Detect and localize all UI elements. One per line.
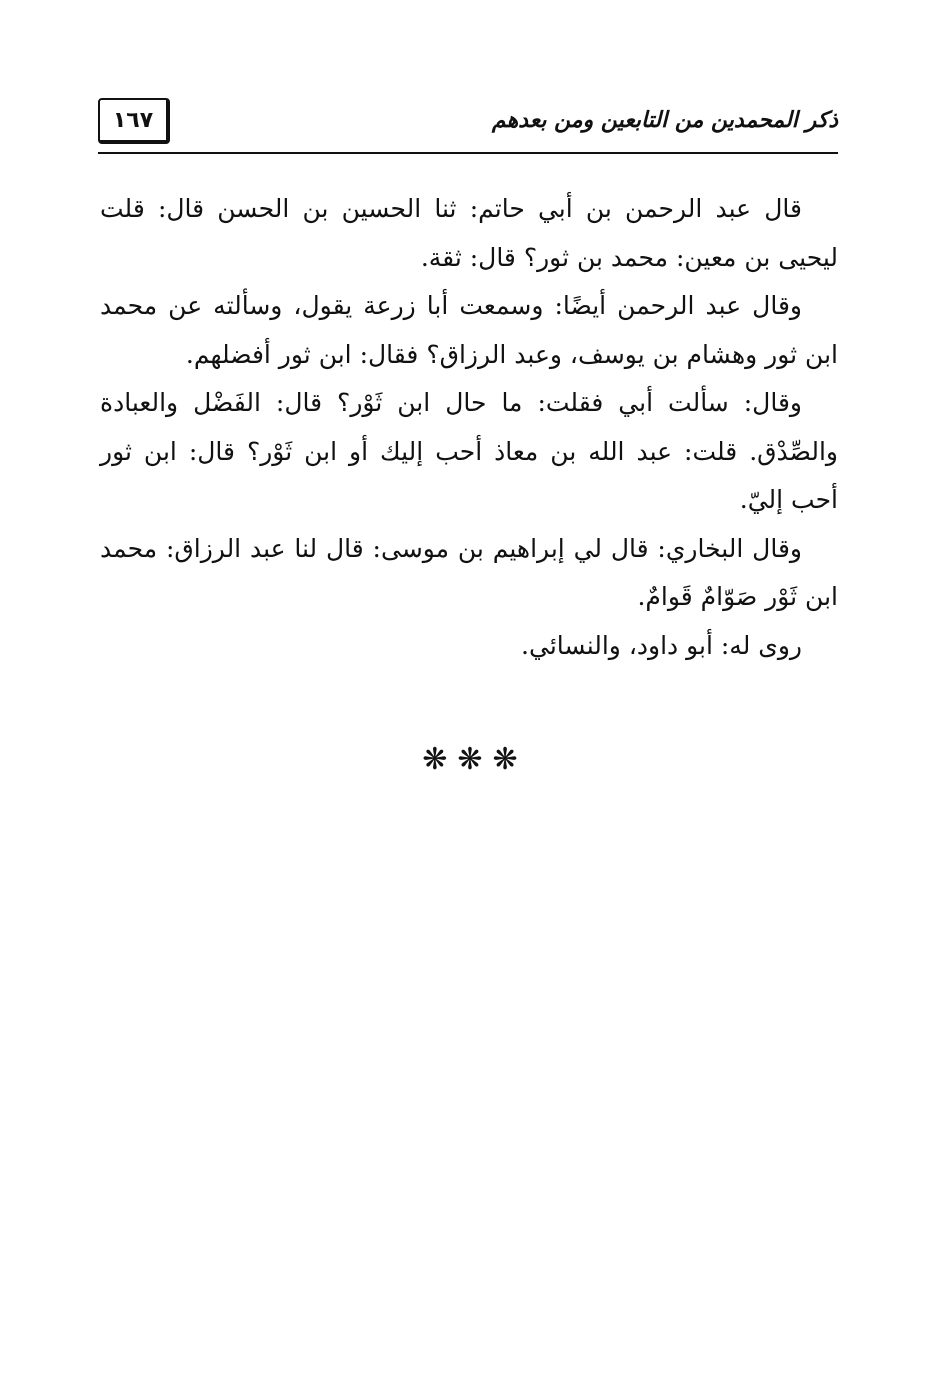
paragraph-5: روى له: أبو داود، والنسائي.	[521, 630, 802, 660]
paragraph-3: وقال: سألت أبي فقلت: ما حال ابن ثَوْر؟ قال: الفَضْل والعبادة والصِّدْق. قلت: عبد الله بن معاذ أحب إليك أو ابن ثَوْر؟ قال: ابن ثور أحب إليّ.	[100, 388, 838, 514]
paragraph-2: وقال عبد الرحمن أيضًا: وسمعت أبا زرعة يقول، وسألته عن محمد ابن ثور وهشام بن يوسف، وعبد الرزاق؟ فقال: ابن ثور أفضلهم.	[100, 291, 838, 369]
section-divider-asterisks: ❋❋❋	[422, 742, 528, 777]
paragraph-4: وقال البخاري: قال لي إبراهيم بن موسى: قال لنا عبد الرزاق: محمد ابن ثَوْر صَوّامٌ قَوامٌ.	[100, 533, 838, 611]
running-header-title: ذكر المحمدين من التابعين ومن بعدهم	[491, 108, 838, 133]
page-number-box	[98, 98, 170, 144]
header-rule	[98, 152, 838, 154]
body-text	[100, 185, 838, 670]
page-number: ١٦٧	[112, 107, 154, 133]
paragraph-1: قال عبد الرحمن بن أبي حاتم: ثنا الحسين بن الحسن قال: قلت ليحيى بن معين: محمد بن ثور؟ قال: ثقة.	[100, 194, 838, 272]
